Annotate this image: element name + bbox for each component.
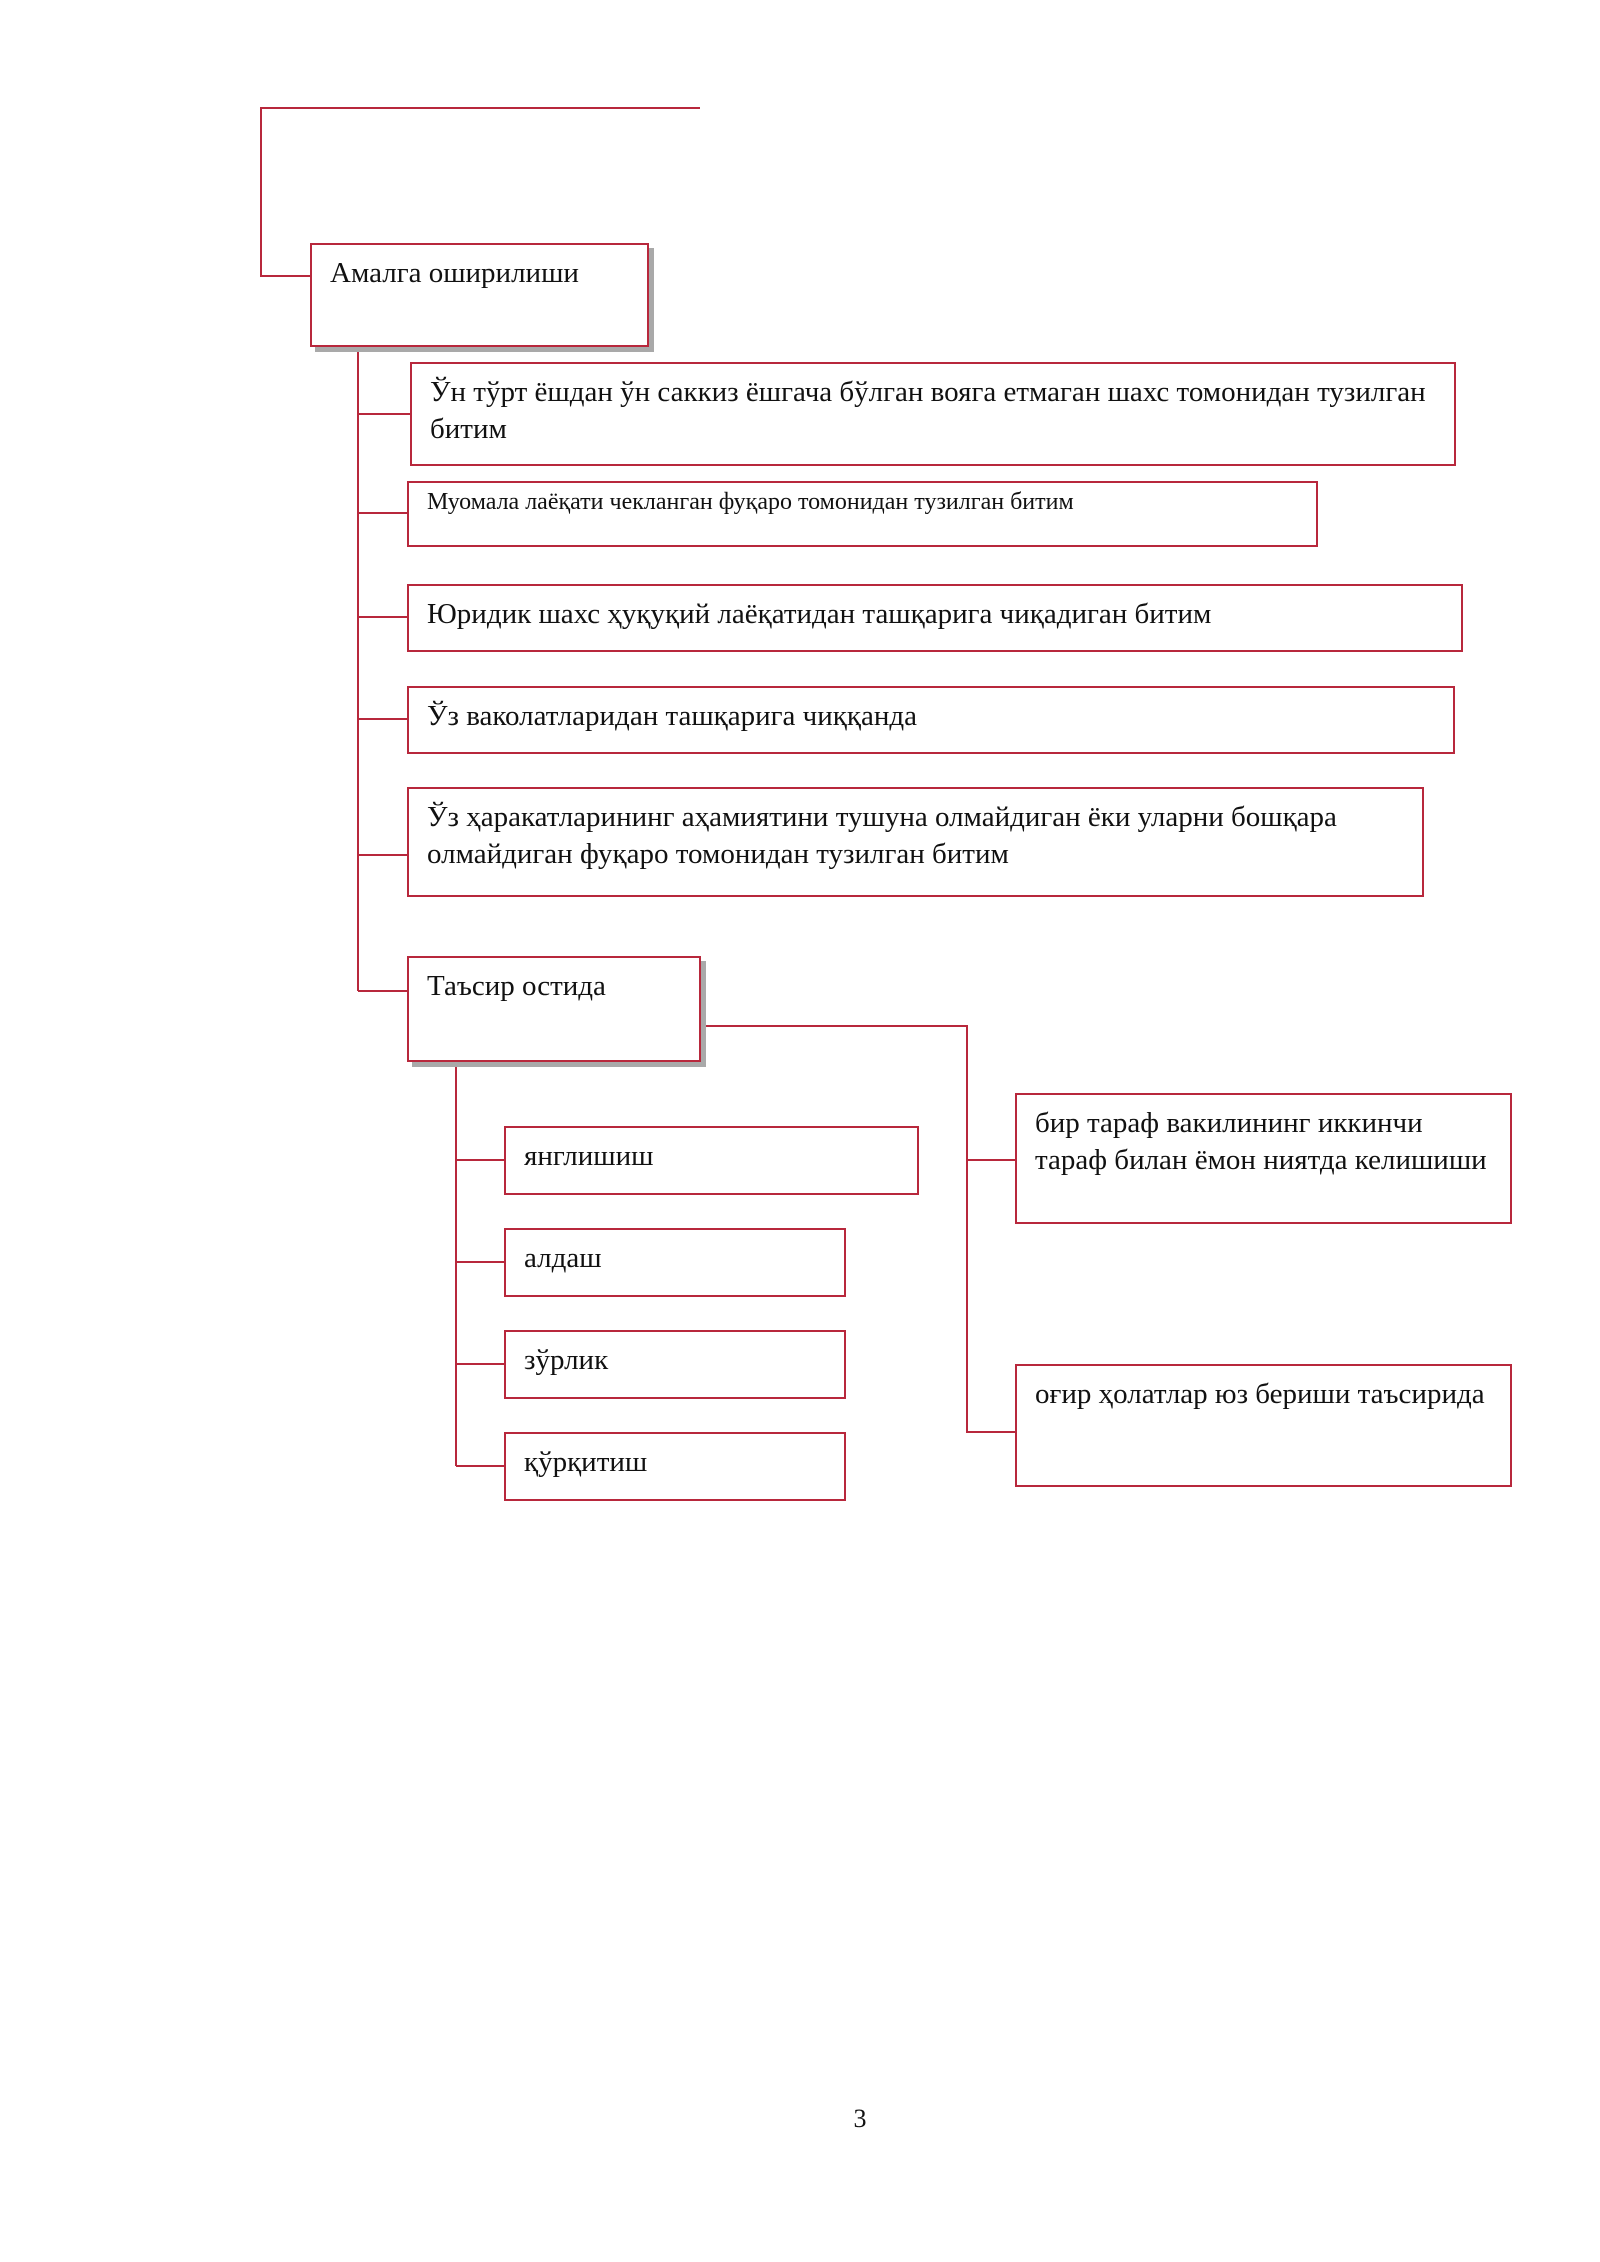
node-incapable-citizen: Ўз ҳаракатларининг аҳамиятини тушуна олмайдиган ёки уларни бошқара олмайдиган фуқаро томонидан тузилган битим [407,787,1424,897]
node-limited-capacity: Муомала лаёқати чекланган фуқаро томонидан тузилган битим [407,481,1318,547]
node-legal-entity: Юридик шахс ҳуқуқий лаёқатидан ташқарига чиқадиган битим [407,584,1463,652]
node-root: Амалга оширилиши [310,243,649,347]
node-under-influence: Таъсир остида [407,956,701,1062]
page-number: 3 [853,2104,867,2133]
node-threat: қўрқитиш [504,1432,846,1501]
node-exceeding-authority: Ўз ваколатларидан ташқарига чиққанда [407,686,1455,754]
node-violence: зўрлик [504,1330,846,1399]
node-difficult-circumstances: оғир ҳолатлар юз бериши таъсирида [1015,1364,1512,1487]
node-deception: алдаш [504,1228,846,1297]
node-minor-14-18: Ўн тўрт ёшдан ўн саккиз ёшгача бўлган вояга етмаган шахс томонидан тузилган битим [410,362,1456,466]
node-bad-faith-agreement: бир тараф вакилининг иккинчи тараф билан ёмон ниятда келишиши [1015,1093,1512,1224]
node-mistake: янглишиш [504,1126,919,1195]
